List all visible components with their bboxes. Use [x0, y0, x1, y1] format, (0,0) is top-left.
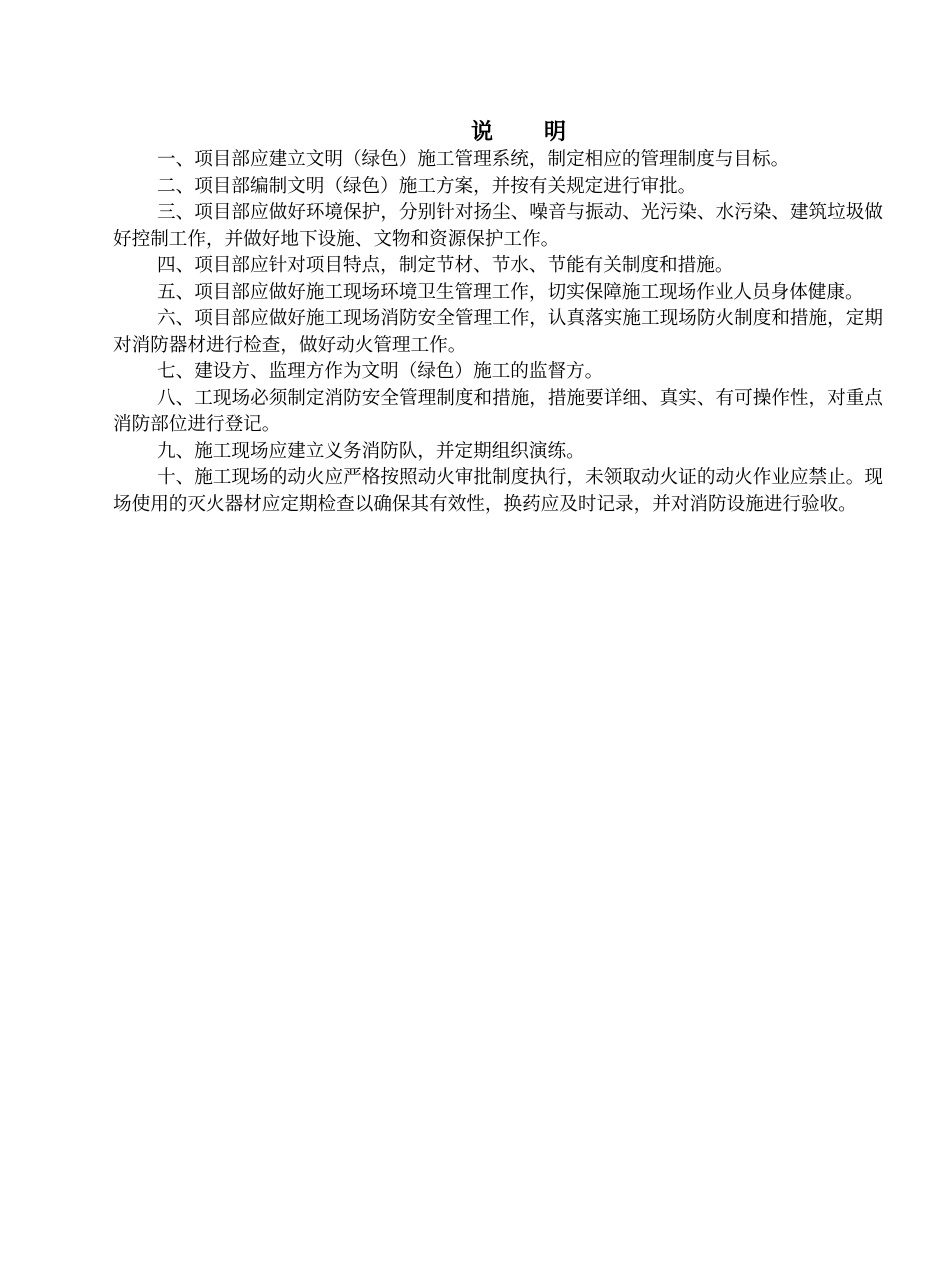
paragraph-1: 一、项目部应建立文明（绿色）施工管理系统，制定相应的管理制度与目标。 — [157, 149, 790, 170]
paragraph-3: 三、项目部应做好环境保护，分别针对扬尘、噪音与振动、光污染、水污染、建筑垃圾做好控制工作，并做好地下设施、文物和资源保护工作。 — [113, 202, 883, 250]
title-char-1: 说 — [470, 119, 494, 145]
paragraph-4: 四、项目部应针对项目特点，制定节材、节水、节能有关制度和措施。 — [157, 255, 734, 276]
paragraph-2: 二、项目部编制文明（绿色）施工方案，并按有关规定进行审批。 — [157, 175, 697, 197]
title-char-2: 明 — [544, 119, 568, 145]
paragraph-8: 八、工现场必须制定消防安全管理制度和措施，措施要详细、真实、有可操作性，对重点消防部位进行登记。 — [113, 387, 883, 435]
paragraph-9: 九、施工现场应建立义务消防队，并定期组织演练。 — [157, 440, 585, 462]
paragraph-6: 六、项目部应做好施工现场消防安全管理工作，认真落实施工现场防火制度和措施，定期对消防器材进行检查，做好动火管理工作。 — [113, 308, 883, 356]
document-body — [113, 117, 883, 518]
paragraph-7: 七、建设方、监理方作为文明（绿色）施工的监督方。 — [157, 361, 604, 382]
paragraph-5: 五、项目部应做好施工现场环境卫生管理工作，切实保障施工现场作业人员身体健康。 — [157, 281, 864, 303]
paragraph-10: 十、施工现场的动火应严格按照动火审批制度执行，未领取动火证的动火作业应禁止。现场使用的灭火器材应定期检查以确保其有效性，换药应及时记录，并对消防设施进行验收。 — [113, 467, 883, 515]
document-title — [113, 117, 883, 147]
